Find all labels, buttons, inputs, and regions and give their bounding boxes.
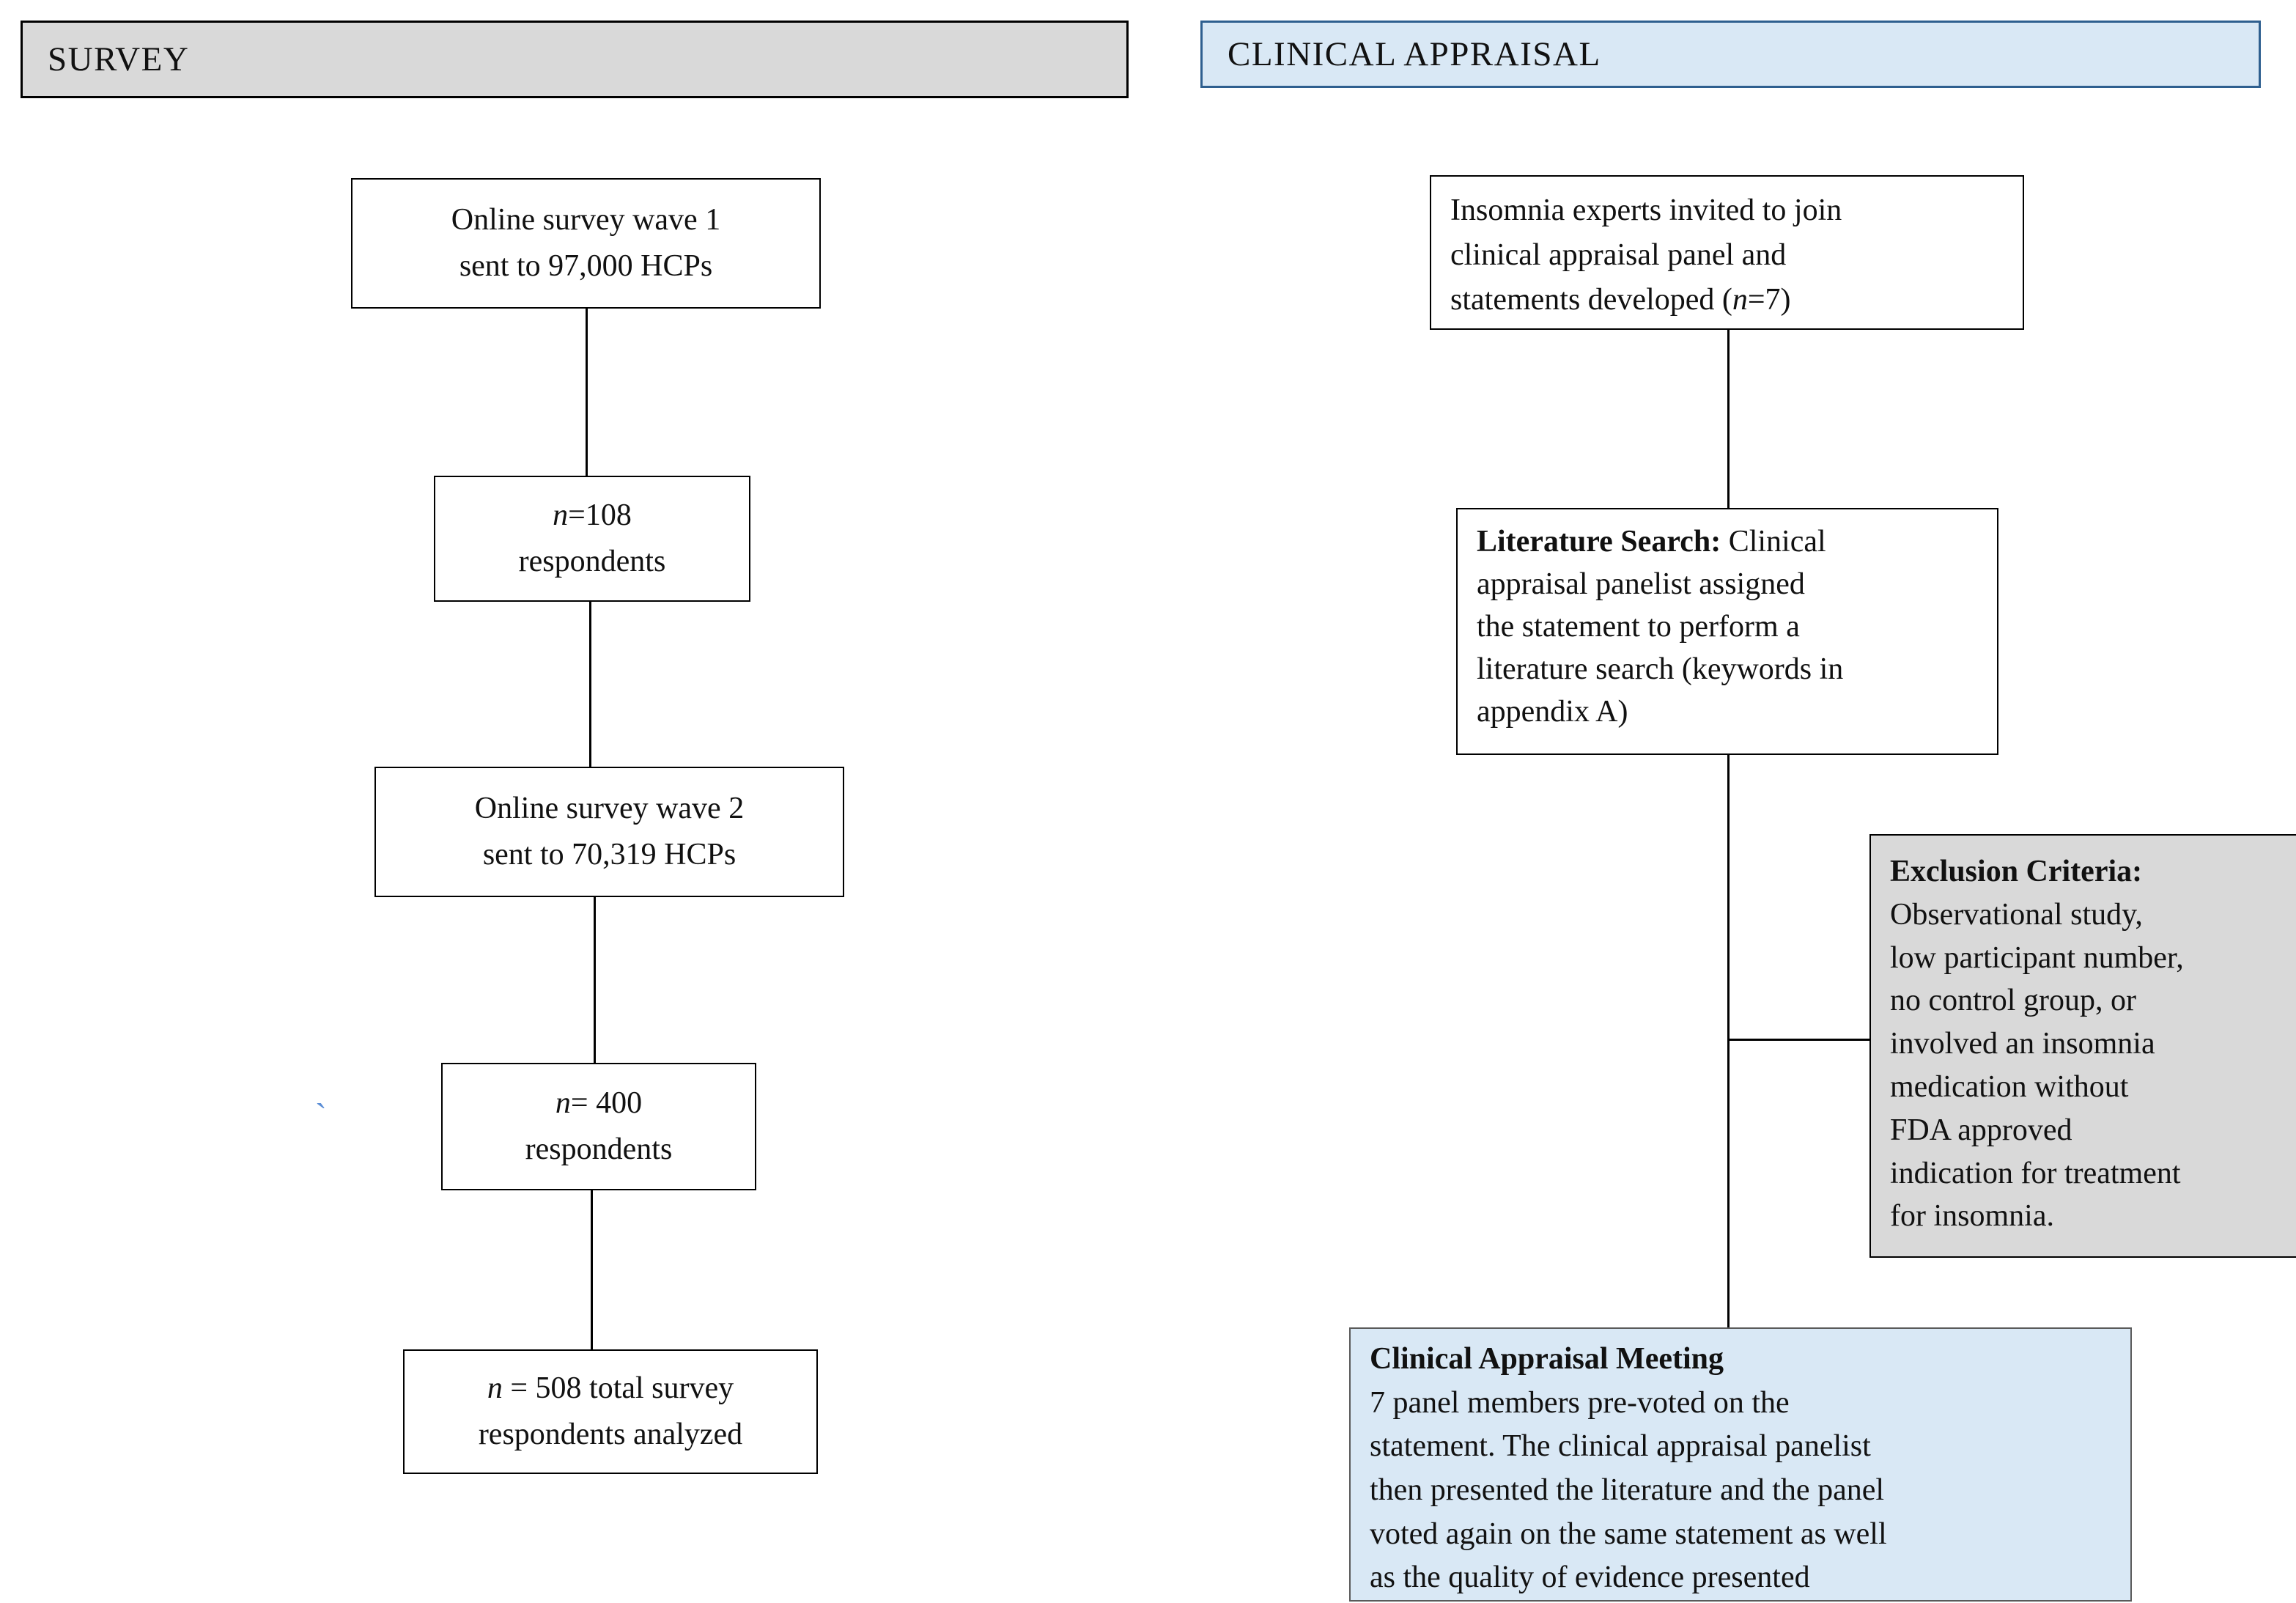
respondents2-label: respondents — [525, 1132, 673, 1166]
exclusion-line5: medication without — [1890, 1069, 2129, 1104]
total-line2: respondents analyzed — [478, 1418, 743, 1451]
connector-to-exclusion-criteria — [1730, 1039, 1869, 1041]
respondents2-count — [555, 1080, 642, 1127]
connector-experts-to-literature — [1727, 330, 1730, 508]
connector-respondents2-to-total — [591, 1190, 593, 1349]
meeting-title — [1370, 1338, 2111, 1382]
flow-box-clinical-appraisal-meeting — [1349, 1327, 2132, 1602]
total-value: = 508 total survey — [502, 1371, 734, 1405]
flow-box-respondents2 — [441, 1063, 756, 1190]
meeting-line3: then presented the literature and the panel — [1370, 1473, 1885, 1507]
wave2-line2: sent to 70,319 HCPs — [482, 838, 737, 871]
experts-line2: clinical appraisal panel and — [1450, 237, 1787, 272]
connector-respondents1-to-wave2 — [589, 602, 591, 767]
literature-line3: the statement to perform a — [1477, 609, 1800, 644]
flow-box-total-respondents — [403, 1349, 818, 1474]
flow-box-respondents1 — [434, 476, 750, 602]
experts-line3 — [1450, 278, 2004, 323]
literature-line5: appendix A) — [1477, 694, 1628, 729]
meeting-line4: voted again on the same statement as well — [1370, 1517, 1887, 1551]
respondents1-count — [553, 493, 632, 539]
stray-backtick-mark: ` — [315, 1097, 327, 1135]
exclusion-line8: for insomnia. — [1890, 1199, 2054, 1234]
connector-wave1-to-respondents1 — [586, 309, 588, 476]
total-line1 — [487, 1366, 734, 1412]
exclusion-title — [1890, 850, 2296, 893]
literature-line2: appraisal panelist assigned — [1477, 567, 1805, 601]
wave1-line2: sent to 97,000 HCPs — [459, 249, 713, 283]
literature-line1-rest: Clinical — [1721, 525, 1826, 559]
connector-literature-to-meeting — [1727, 755, 1730, 1327]
total-n-italic: n — [487, 1371, 503, 1405]
flow-box-exclusion-criteria — [1869, 834, 2296, 1258]
flow-box-experts-invited — [1430, 175, 2024, 330]
connector-wave2-to-respondents2 — [594, 897, 596, 1063]
respondents1-value: =108 — [568, 498, 632, 532]
exclusion-line3: no control group, or — [1890, 984, 2136, 1018]
survey-column-header — [21, 21, 1129, 98]
flow-box-literature-search — [1456, 508, 1998, 755]
meeting-line2: statement. The clinical appraisal panelist — [1370, 1429, 1871, 1464]
experts-line3-post: =7) — [1747, 282, 1791, 317]
flow-box-survey-wave2 — [374, 767, 844, 897]
flow-box-survey-wave1 — [351, 178, 821, 309]
exclusion-line4: involved an insomnia — [1890, 1027, 2155, 1061]
exclusion-line2: low participant number, — [1890, 940, 2184, 975]
exclusion-line7: indication for treatment — [1890, 1156, 2181, 1190]
respondents1-n-italic: n — [553, 498, 569, 532]
survey-header-label: SURVEY — [48, 40, 190, 78]
clinical-appraisal-column-header — [1200, 21, 2261, 88]
exclusion-bold-label: Exclusion Criteria: — [1890, 855, 2143, 888]
literature-bold-label: Literature Search: — [1477, 525, 1721, 559]
wave2-line1: Online survey wave 2 — [474, 792, 745, 825]
exclusion-line6: FDA approved — [1890, 1113, 2072, 1147]
meeting-line5: as the quality of evidence presented — [1370, 1560, 1810, 1595]
exclusion-line1: Observational study, — [1890, 897, 2143, 932]
experts-n-italic: n — [1732, 282, 1748, 317]
wave1-line1: Online survey wave 1 — [451, 203, 721, 237]
literature-line1 — [1477, 521, 1978, 564]
respondents1-label: respondents — [518, 545, 666, 578]
clinical-appraisal-header-label: CLINICAL APPRAISAL — [1228, 35, 1601, 73]
meeting-line1: 7 panel members pre-voted on the — [1370, 1385, 1790, 1420]
literature-line4: literature search (keywords in — [1477, 652, 1844, 686]
respondents2-value: = 400 — [570, 1086, 643, 1120]
respondents2-n-italic: n — [555, 1086, 571, 1120]
experts-line1: Insomnia experts invited to join — [1450, 194, 1842, 227]
meeting-bold-label: Clinical Appraisal Meeting — [1370, 1342, 1724, 1376]
experts-line3-pre: statements developed ( — [1450, 282, 1732, 317]
